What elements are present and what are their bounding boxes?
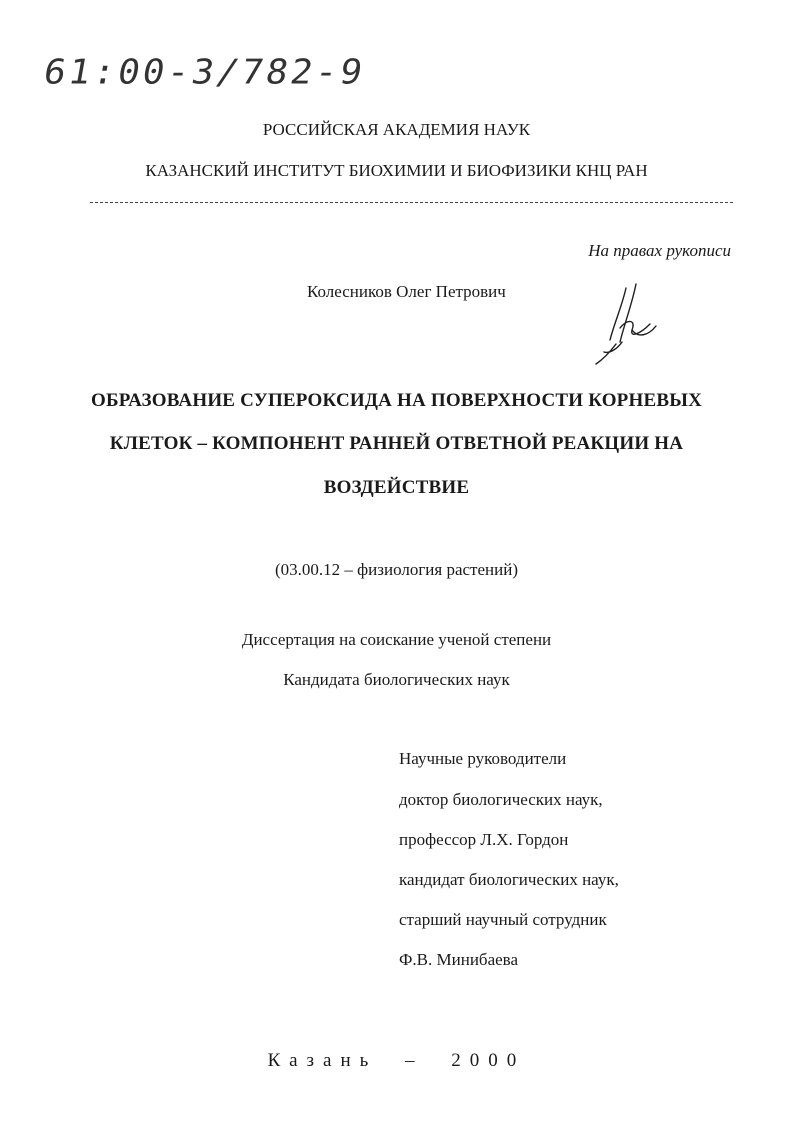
degree-statement-line-1: Диссертация на соискание ученой степени	[241, 630, 552, 649]
advisor-line: кандидат биологических наук,	[399, 870, 619, 889]
dissertation-title-line-3: ВОЗДЕЙСТВИЕ	[323, 477, 470, 498]
advisor-line: профессор Л.Х. Гордон	[399, 830, 569, 849]
manuscript-note: На правах рукописи	[588, 241, 731, 260]
degree-statement-line-2: Кандидата биологических наук	[283, 670, 510, 689]
specialty-code: (03.00.12 – физиология растений)	[274, 560, 518, 579]
header-divider	[90, 202, 733, 203]
organization-name: РОССИЙСКАЯ АКАДЕМИЯ НАУК	[262, 120, 531, 139]
author-name: Колесников Олег Петрович	[307, 282, 506, 301]
advisor-line: старший научный сотрудник	[399, 910, 607, 929]
dissertation-title-line-1: ОБРАЗОВАНИЕ СУПЕРОКСИДА НА ПОВЕРХНОСТИ КОРНЕВЫХ	[90, 390, 702, 411]
place-and-year: Казань – 2000	[267, 1050, 526, 1071]
archive-number: 61:00-3/782-9	[40, 53, 369, 92]
advisor-line: Ф.В. Минибаева	[399, 950, 519, 969]
advisors-heading: Научные руководители	[399, 749, 567, 768]
signature-image	[592, 282, 670, 367]
dissertation-title-line-2: КЛЕТОК – КОМПОНЕНТ РАННЕЙ ОТВЕТНОЙ РЕАКЦИИ НА	[109, 433, 684, 454]
advisor-line: доктор биологических наук,	[399, 790, 603, 809]
institute-name: КАЗАНСКИЙ ИНСТИТУТ БИОХИМИИ И БИОФИЗИКИ КНЦ РАН	[145, 161, 648, 180]
